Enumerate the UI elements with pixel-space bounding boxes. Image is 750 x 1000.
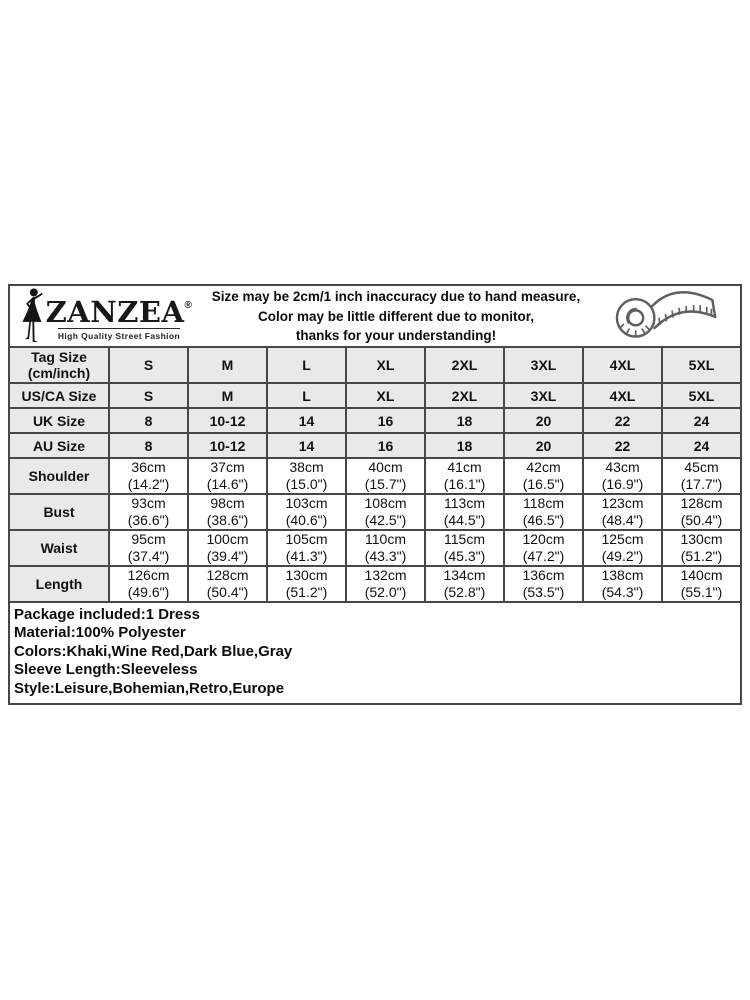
measure-cell: 138cm (54.3") [583, 566, 662, 602]
size-cell: 5XL [662, 383, 741, 408]
measure-cell: 118cm (46.5") [504, 494, 583, 530]
table-row-length [9, 566, 741, 602]
table-row-uk-size [9, 408, 741, 433]
measure-cell: 37cm (14.6") [188, 458, 267, 494]
info-colors: Colors:Khaki,Wine Red,Dark Blue,Gray [14, 642, 293, 660]
size-cell: 18 [425, 408, 504, 433]
registered-mark: ® [184, 300, 193, 312]
measure-cell: 110cm (43.3") [346, 530, 425, 566]
size-cell: M [188, 383, 267, 408]
measure-cell: 95cm (37.4") [109, 530, 188, 566]
size-cell: 5XL [662, 347, 741, 383]
size-disclaimer [198, 286, 594, 346]
size-chart-sheet [8, 284, 742, 705]
size-cell: 20 [504, 433, 583, 458]
measure-cell: 45cm (17.7") [662, 458, 741, 494]
size-cell: 18 [425, 433, 504, 458]
measure-cell: 100cm (39.4") [188, 530, 267, 566]
measuring-tape-icon [601, 287, 733, 345]
size-cell: 4XL [583, 347, 662, 383]
table-row-au-size [9, 433, 741, 458]
table-row-waist [9, 530, 741, 566]
measure-cell: 98cm (38.6") [188, 494, 267, 530]
size-cell: XL [346, 383, 425, 408]
size-cell: 2XL [425, 383, 504, 408]
measure-cell: 41cm (16.1") [425, 458, 504, 494]
size-cell: 24 [662, 408, 741, 433]
size-cell: 22 [583, 408, 662, 433]
measure-cell: 105cm (41.3") [267, 530, 346, 566]
measure-cell: 113cm (44.5") [425, 494, 504, 530]
brand-name: ZANZEA® [45, 295, 193, 330]
size-cell: 16 [346, 433, 425, 458]
size-cell: S [109, 383, 188, 408]
size-cell: L [267, 383, 346, 408]
size-cell: 14 [267, 433, 346, 458]
size-cell: 14 [267, 408, 346, 433]
row-label-au: AU Size [9, 433, 109, 458]
measure-cell: 134cm (52.8") [425, 566, 504, 602]
measure-cell: 130cm (51.2") [267, 566, 346, 602]
size-cell: M [188, 347, 267, 383]
brand-tagline: High Quality Street Fashion [58, 328, 180, 341]
measure-cell: 136cm (53.5") [504, 566, 583, 602]
measure-cell: 108cm (42.5") [346, 494, 425, 530]
measure-cell: 123cm (48.4") [583, 494, 662, 530]
info-style: Style:Leisure,Bohemian,Retro,Europe [14, 679, 285, 697]
measure-cell: 36cm (14.2") [109, 458, 188, 494]
measure-cell: 132cm (52.0") [346, 566, 425, 602]
disclaimer-line-3: thanks for your understanding! [295, 328, 497, 344]
measure-cell: 40cm (15.7") [346, 458, 425, 494]
header-band [8, 284, 742, 348]
measure-cell: 130cm (51.2") [662, 530, 741, 566]
measure-cell: 120cm (47.2") [504, 530, 583, 566]
size-cell: 22 [583, 433, 662, 458]
brand-logo [10, 287, 198, 345]
logo-text [46, 291, 193, 341]
size-cell: L [267, 347, 346, 383]
measure-cell: 140cm (55.1") [662, 566, 741, 602]
measure-cell: 38cm (15.0") [267, 458, 346, 494]
size-cell: 8 [109, 433, 188, 458]
measure-cell: 128cm (50.4") [662, 494, 741, 530]
measure-cell: 128cm (50.4") [188, 566, 267, 602]
size-cell: 4XL [583, 383, 662, 408]
table-row-bust [9, 494, 741, 530]
row-label-tag-size: Tag Size (cm/inch) [9, 347, 109, 383]
measure-cell: 115cm (45.3") [425, 530, 504, 566]
measure-cell: 125cm (49.2") [583, 530, 662, 566]
info-package: Package included:1 Dress [14, 606, 200, 623]
woman-silhouette-icon [16, 287, 48, 345]
product-info-box [8, 601, 742, 705]
size-cell: 2XL [425, 347, 504, 383]
size-cell: 10-12 [188, 433, 267, 458]
measure-cell: 42cm (16.5") [504, 458, 583, 494]
size-cell: 24 [662, 433, 741, 458]
row-label-usca: US/CA Size [9, 383, 109, 408]
row-label-bust: Bust [9, 494, 109, 530]
measure-cell: 126cm (49.6") [109, 566, 188, 602]
tape-block [594, 287, 740, 345]
size-cell: 20 [504, 408, 583, 433]
info-material: Material:100% Polyester [14, 624, 186, 642]
measure-cell: 43cm (16.9") [583, 458, 662, 494]
size-cell: 16 [346, 408, 425, 433]
size-table [8, 346, 742, 603]
size-cell: 8 [109, 408, 188, 433]
row-label-uk: UK Size [9, 408, 109, 433]
measure-cell: 93cm (36.6") [109, 494, 188, 530]
size-cell: 3XL [504, 347, 583, 383]
row-label-length: Length [9, 566, 109, 602]
measure-cell: 103cm (40.6") [267, 494, 346, 530]
disclaimer-line-2: Color may be little different due to monitor, [257, 308, 535, 324]
info-sleeve-length: Sleeve Length:Sleeveless [14, 661, 198, 679]
table-row-shoulder [9, 458, 741, 494]
row-label-waist: Waist [9, 530, 109, 566]
row-label-shoulder: Shoulder [9, 458, 109, 494]
disclaimer-line-1: Size may be 2cm/1 inch inaccuracy due to hand measure, [211, 289, 581, 305]
size-cell: S [109, 347, 188, 383]
table-row-usca-size [9, 383, 741, 408]
size-cell: 10-12 [188, 408, 267, 433]
size-cell: XL [346, 347, 425, 383]
size-cell: 3XL [504, 383, 583, 408]
table-row-tag-size [9, 347, 741, 383]
